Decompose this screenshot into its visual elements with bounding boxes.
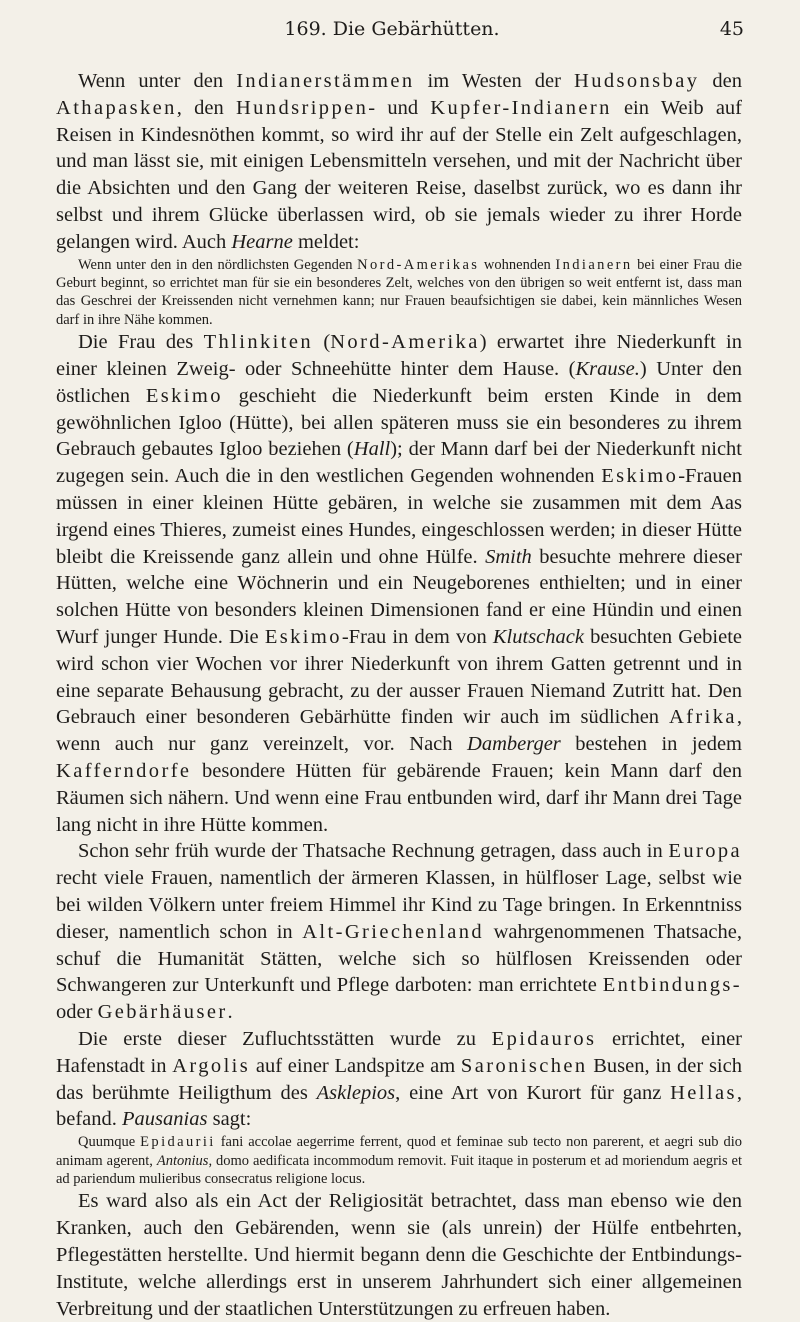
text: besuchten Gebiete wird schon vier Wochen vor ihrer Niederkunft von ihrem Gatten getrennt und in eine separate Behausung gebracht, zu der ausser Frauen Niemand Zutritt hat. Den Gebrauch einer besonderen Gebärhütte finden wir auch im südlichen [56,625,742,729]
text: -Frauen müssen in einer kleinen Hütte gebären, in welche sie zusammen mit dem Aas irgend eines Thieres, zumeist eines Hundes, eingeschlossen werden; in dieser Hütte bleibt die Kreissende ganz allein und ohne Hülfe. [56,465,742,568]
page-body [56,68,742,1322]
text: , domo aedificata incommodum removit. Fuit itaque in posterum et ad moriendum aegris et ad pariendum mulieribus consecratus religione locus. [56,1152,742,1187]
author-name: Klutschack [492,625,584,648]
spaced-term: Hudsonsbay [573,70,700,92]
page-number: 45 [719,18,744,40]
spaced-term: Eskimo [264,625,342,648]
spaced-term: Eskimo [601,465,679,488]
text: , befand. [56,1081,742,1131]
text: besuchte mehrere dieser Hütten, welche eine Wöchnerin und ein Neugeborenes enthielten; und in einer solchen Hütte von besonders kleinen Dimensionen fand er eine Hündin und einen Wurf junger Hunde. Die [56,545,742,648]
paragraph [56,1026,742,1133]
text: ein Weib auf Reisen in Kindesnöthen kommt, so wird ihr auf der Stelle ein Zelt aufgeschlagen, und man lässt sie, mit einigen Lebensmitteln versehen, und mit der Nachricht über die Absichten und den Gang der weiteren Reise, daselbst zurück, wo es dann ihr selbst und ihrem Glücke überlassen wird, ob sie jemals wieder zu ihrer Horde gelangen wird. Auch [56,96,742,253]
spaced-term: Kupfer-Indianern [430,96,612,119]
spaced-term: Saronischen [460,1054,588,1077]
spaced-term: Nord-Amerikas [357,256,480,273]
text: . [227,1001,233,1024]
text: Wenn unter den [78,70,237,92]
spaced-term: Afrika [668,706,737,729]
text: recht viele Frauen, namentlich der ärmeren Klassen, in hülfloser Lage, selbst wie bei wilden Völkern unter freiem Himmel ihr Kind zu Tage bringen. In Erkenntniss dieser, namentlich schon in [56,867,742,943]
spaced-term: Eskimo [145,384,223,407]
text: Schon sehr früh wurde der Thatsache Rechnung getragen, dass auch in [78,840,669,863]
text: fani accolae aegerrime ferrent, quod et feminae sub tecto non parerent, et aegri sub dio animam agerent, [56,1134,743,1169]
author-name: Pausanias [122,1108,208,1131]
text: besondere Hütten für gebärende Frauen; kein Mann darf den Räumen sich nähern. Und wenn eine Frau entbunden wird, darf ihr Mann drei Tage lang nicht in ihre Hütte kommen. [56,759,742,836]
text: bestehen in jedem [560,733,742,756]
text: geschieht die Niederkunft beim ersten Kinde in dem gewöhnlichen Igloo (Hütte), bei allen späteren muss sie ein besonderes zu ihrem Gebrauch gebautes Igloo beziehen ( [56,384,742,461]
spaced-term: Thlinkiten [203,331,314,354]
spaced-term: Europa [668,840,742,863]
text: meldet: [292,230,360,253]
text: ) erwartet ihre Niederkunft in einer kleinen Zweig- oder Schneehütte hinter dem Hause. ( [56,331,742,380]
paragraph: Es ward also als ein Act der Religiosität betrachtet, dass man ebenso wie den Kranken, auch den Gebärenden, wenn sie (als unrein) der Hülfe entbehrten, Pflegestätten herstellte. Und hiermit begann denn die Geschichte der Entbindungs-Institute, welche allerdings erst in unserem Jahrhundert sich einer allgemeinen Verbreitung und der staatlichen Unterstützungen zu erfreuen haben. [56,1190,742,1320]
quotation [56,256,742,330]
running-header [40,14,744,44]
text: sagt: [207,1108,252,1131]
author-name: Damberger [467,733,561,756]
author-name: Antonius [156,1152,209,1169]
text: errichtet, einer Hafenstadt in [56,1027,742,1077]
text: im Westen der [414,70,574,92]
spaced-term: Alt-Griechenland [302,920,485,943]
text: Die erste dieser Zufluchtsstätten wurde zu [78,1027,492,1050]
spaced-term: Epidauros [491,1027,597,1050]
text: den [699,70,742,92]
text: Busen, in der sich das berühmte Heiligthum des [56,1054,742,1104]
text: , den [176,96,236,119]
text: wahrgenommenen Thatsache, schuf die Humanität Stätten, welche sich so hülflosen Kreissenden oder Schwangeren zur Unterkunft und Pflege darboten: man errichtete [56,920,742,997]
text: Wenn unter den in den nördlichsten Gegenden [78,256,358,273]
text: -Frau in dem von [341,625,493,648]
spaced-term: Argolis [172,1054,251,1077]
text: Quumque [78,1134,141,1151]
spaced-term: Epidaurii [140,1134,216,1151]
text: auf einer Landspitze am [250,1054,461,1077]
spaced-term: Athapasken [56,96,177,119]
author-name: Smith [485,545,532,568]
text: ) Unter den östlichen [56,358,742,407]
text: bei einer Frau die Geburt beginnt, so errichtet man für sie ein besonderes Zelt, welches von den übrigen so weit entfernt ist, dass man das Geschrei der Kreissenden nicht vernehmen kann; nur Frauen beaufsichtigen sie dabei, kein männliches Wesen darf in ihre Nähe kommen. [56,256,742,328]
spaced-term: Indianerstämmen [236,70,415,92]
text: - und [368,96,431,119]
paragraph [56,68,742,256]
text: oder [56,1001,98,1024]
spaced-term: Entbindungs- [602,974,742,997]
paragraph [56,329,742,838]
text: ); der Mann darf bei der Niederkunft nicht zugegen sein. Auch die in den westlichen Gegenden wohnenden [56,438,742,488]
spaced-term: Hundsrippen [235,96,369,119]
text: Die Frau des [78,331,204,354]
text: , eine Art von Kurort für ganz [395,1081,671,1104]
author-name: Krause. [575,358,640,380]
text: ( [313,331,331,354]
text: wohnenden [479,256,556,273]
author-name: Hall [353,438,391,461]
quotation [56,1133,742,1188]
paragraph [56,838,742,1026]
running-title: 169. Die Gebärhütten. [284,18,500,40]
text: , wenn auch nur ganz vereinzelt, vor. Nach [56,706,742,756]
spaced-term: Indianern [555,256,633,273]
spaced-term: Nord-Amerika [330,331,480,354]
author-name: Hearne [231,230,293,253]
spaced-term: Kafferndorfe [56,759,192,782]
spaced-term: Gebärhäuser [97,1001,228,1024]
author-name: Asklepios [316,1081,396,1104]
spaced-term: Hellas [670,1081,737,1104]
